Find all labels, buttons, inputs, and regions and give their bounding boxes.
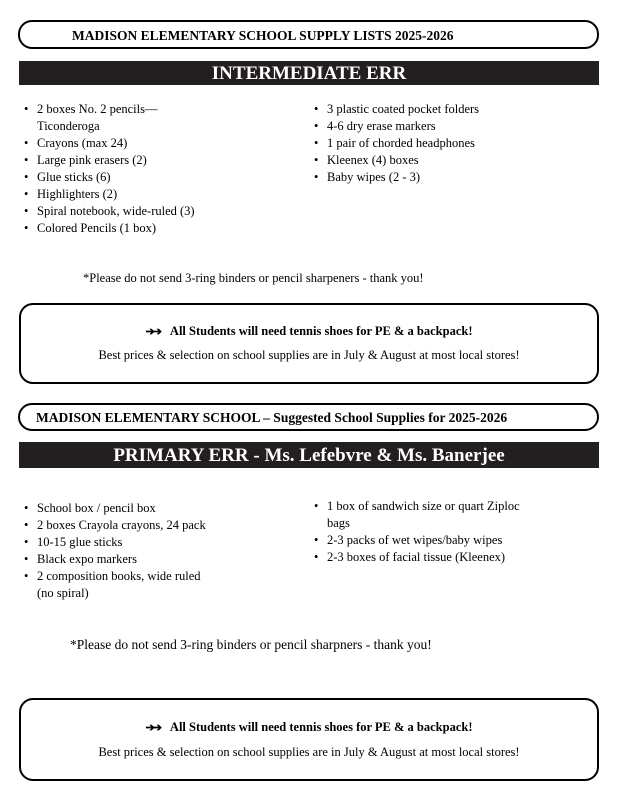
primary-banner: PRIMARY ERR - Ms. Lefebvre & Ms. Banerjee	[19, 442, 599, 468]
list-item-continuation: (no spiral)	[37, 586, 89, 600]
primary-reminder-box	[19, 698, 599, 781]
bullet-icon: •	[314, 550, 319, 564]
list-item: • 10-15 glue sticks	[24, 535, 123, 549]
bullet-icon: •	[24, 552, 29, 566]
bullet-icon: •	[314, 136, 319, 150]
list-item: • 1 pair of chorded headphones	[314, 136, 475, 150]
list-item: • 3 plastic coated pocket folders	[314, 102, 480, 116]
list-item: • Crayons (max 24)	[24, 136, 128, 150]
list-item: • Kleenex (4) boxes	[314, 153, 419, 167]
list-item: • 2-3 packs of wet wipes/baby wipes	[314, 533, 503, 547]
primary-left-list	[22, 500, 302, 602]
primary-header-title: MADISON ELEMENTARY SCHOOL – Suggested School Supplies for 2025-2026	[36, 410, 508, 425]
bullet-icon: •	[314, 153, 319, 167]
list-item: • 1 box of sandwich size or quart Ziploc bags	[314, 499, 520, 530]
bullet-icon: •	[24, 501, 29, 515]
primary-right-list	[312, 498, 602, 566]
intermediate-header-title: MADISON ELEMENTARY SCHOOL SUPPLY LISTS 2025-2026	[72, 28, 454, 43]
intermediate-right-list	[312, 101, 592, 186]
list-item-continuation: Ticonderoga	[37, 119, 100, 133]
bullet-icon: •	[24, 518, 29, 532]
reminder-subtitle: Best prices & selection on school supplies are in July & August at most local stores!	[98, 348, 520, 362]
bullet-icon: •	[24, 569, 29, 583]
list-item: • 2-3 boxes of facial tissue (Kleenex)	[314, 550, 506, 564]
bullet-icon: •	[314, 119, 319, 133]
primary-note: *Please do not send 3-ring binders or pencil sharpners - thank you!	[70, 637, 432, 652]
intermediate-banner: INTERMEDIATE ERR	[19, 61, 599, 85]
arrow-icon: ➔➔	[145, 722, 160, 734]
bullet-icon: •	[24, 170, 29, 184]
list-item: • Glue sticks (6)	[24, 170, 111, 184]
list-item: • Spiral notebook, wide-ruled (3)	[24, 204, 195, 218]
list-item: • Colored Pencils (1 box)	[24, 221, 157, 235]
bullet-icon: •	[24, 136, 29, 150]
reminder-title: All Students will need tennis shoes for PE & a backpack!	[169, 324, 473, 338]
list-item: • Highlighters (2)	[24, 187, 118, 201]
list-item: • 4-6 dry erase markers	[314, 119, 436, 133]
list-item: • 2 boxes No. 2 pencils— Ticonderoga	[24, 102, 158, 133]
list-item: • School box / pencil box	[24, 501, 156, 515]
intermediate-reminder-box	[19, 303, 599, 384]
bullet-icon: •	[24, 221, 29, 235]
list-item: • 2 boxes Crayola crayons, 24 pack	[24, 518, 206, 532]
reminder-subtitle: Best prices & selection on school supplies are in July & August at most local stores!	[98, 745, 520, 759]
list-item: • Black expo markers	[24, 552, 137, 566]
list-item: • Large pink erasers (2)	[24, 153, 147, 167]
intermediate-header-box	[18, 20, 599, 49]
intermediate-note: *Please do not send 3-ring binders or pencil sharpeners - thank you!	[83, 271, 424, 285]
list-item-continuation: bags	[327, 516, 350, 530]
bullet-icon: •	[314, 533, 319, 547]
bullet-icon: •	[314, 499, 319, 513]
bullet-icon: •	[24, 535, 29, 549]
bullet-icon: •	[24, 153, 29, 167]
primary-header-box	[18, 403, 599, 431]
reminder-title: All Students will need tennis shoes for PE & a backpack!	[169, 720, 473, 734]
bullet-icon: •	[24, 204, 29, 218]
bullet-icon: •	[314, 102, 319, 116]
list-item: • 2 composition books, wide ruled (no spiral)	[24, 569, 201, 600]
bullet-icon: •	[24, 102, 29, 116]
intermediate-left-list	[22, 101, 292, 237]
bullet-icon: •	[24, 187, 29, 201]
arrow-icon: ➔➔	[145, 326, 160, 338]
list-item: • Baby wipes (2 - 3)	[314, 170, 421, 184]
bullet-icon: •	[314, 170, 319, 184]
